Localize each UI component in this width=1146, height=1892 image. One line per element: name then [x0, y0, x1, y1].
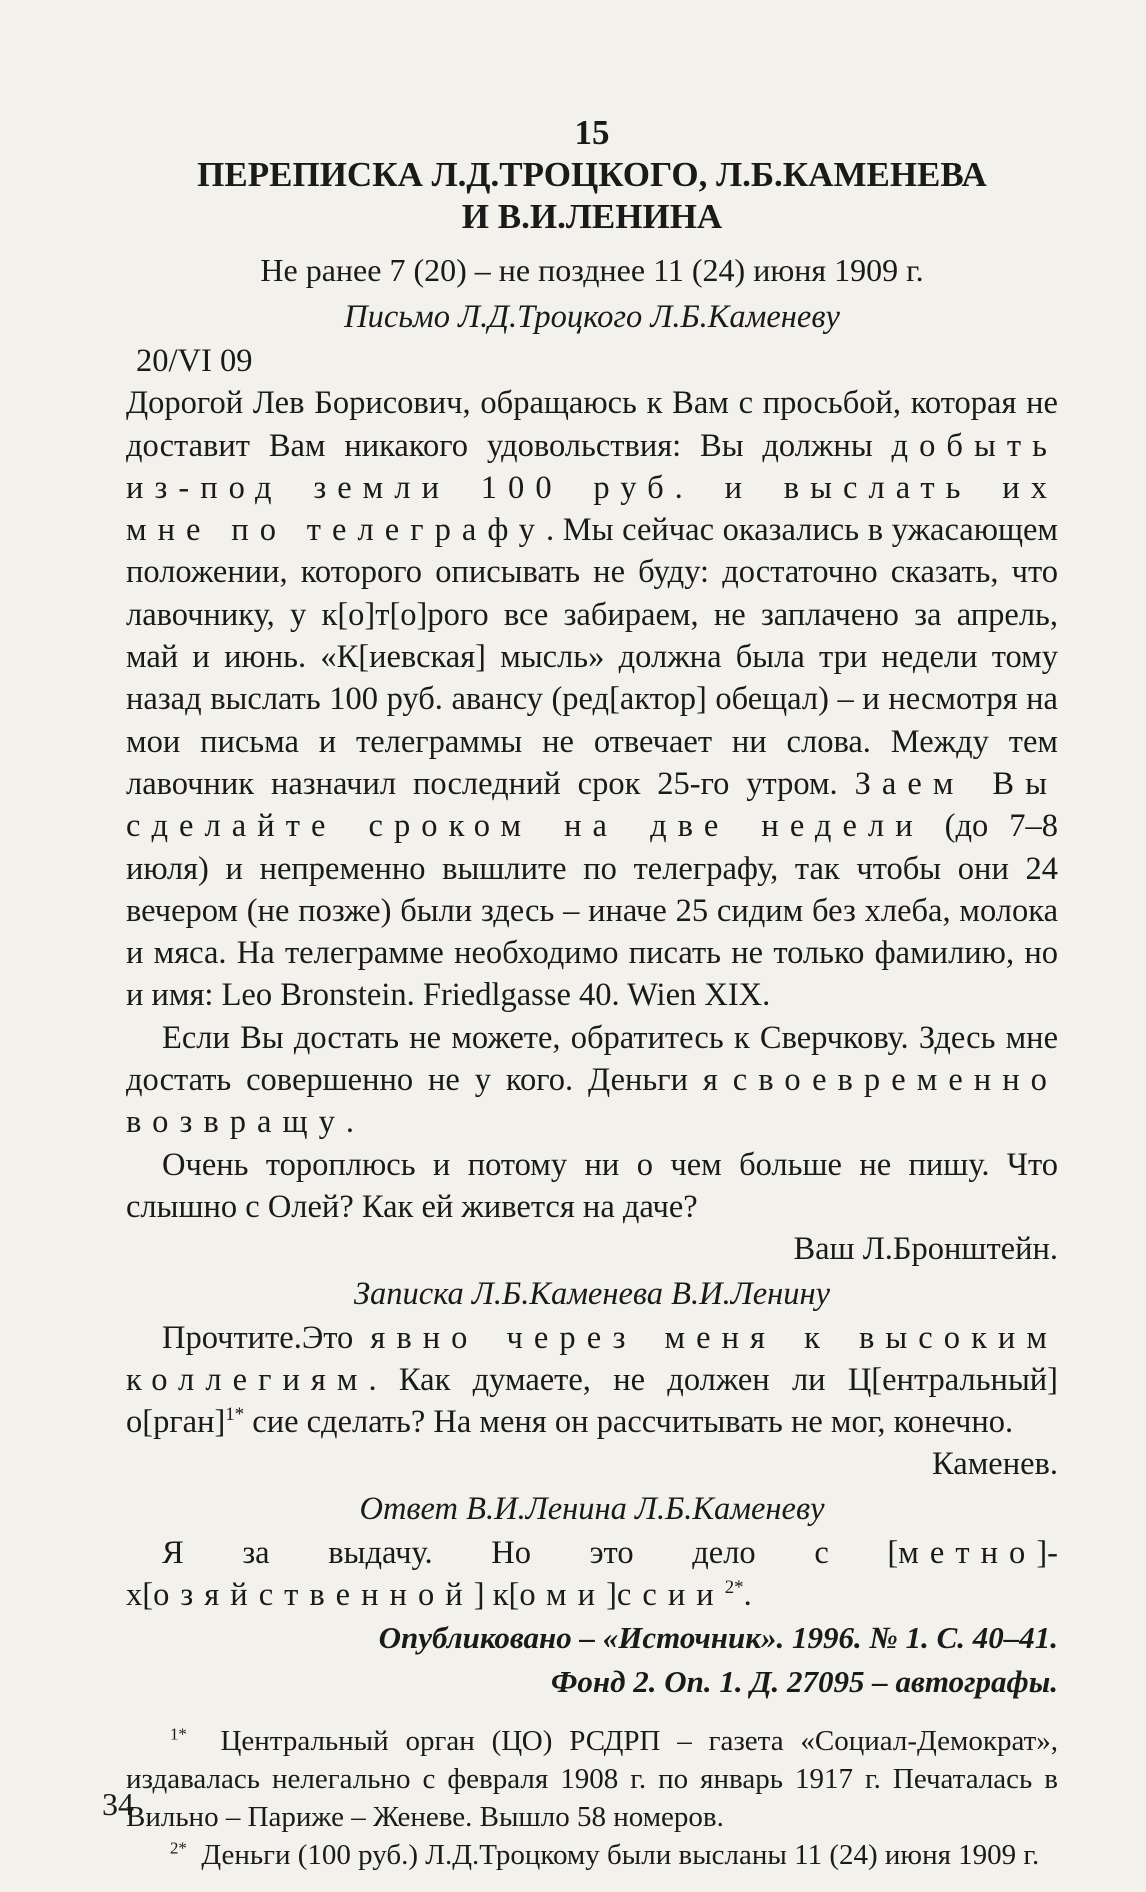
archive-reference: Фонд 2. Оп. 1. Д. 27095 – автографы.: [551, 1664, 1058, 1700]
footnote-ref-1: 1*: [225, 1404, 245, 1426]
footnotes: [126, 1722, 1058, 1874]
letter-heading: Письмо Л.Д.Троцкого Л.Б.Каменеву: [344, 299, 840, 335]
text-column: [126, 112, 1058, 1874]
page-number: 34: [102, 1786, 134, 1822]
lenin-reply-paragraph: Я за выдачу. Но это дело с [метно]-х[озяйственной] к[оми]ссии$^{2*}$.: [126, 1534, 1058, 1614]
letter-paragraph-3: Очень тороплюсь и потому ни о чем больше не пишу. Что слышно с Олей? Как ей живется на даче?: [126, 1146, 1058, 1225]
lenin-reply-heading: Ответ В.И.Ленина Л.Б.Каменеву: [359, 1490, 825, 1527]
footnote-1: $^{1*}$ Центральный орган (ЦО) РСДРП – газета «Социал-Демократ», издавалась нелегально с февраля 1908 г. по январь 1917 г. Печаталась в Вильно – Париже – Женеве. Вышло 58 номеров.: [126, 1724, 1059, 1834]
title-line-2: И В.И.ЛЕНИНА: [461, 197, 723, 236]
spaced-emphasis: Заем Вы сделайте сроком на две недели: [126, 765, 1059, 845]
spaced-emphasis: явно через меня к высоким коллегиям: [126, 1319, 1058, 1398]
footnote-ref-2: 2*: [724, 1577, 744, 1599]
kamenev-note-heading: Записка Л.Б.Каменева В.И.Ленину: [353, 1275, 831, 1312]
kamenev-note-paragraph: Прочтите.Это явно через меня к высоким коллегиям. Как думаете, не должен ли Ц[ентральный] о[рган]$^{1*}$ сие сделать? На меня он рассчитывать не мог, конечно.: [126, 1319, 1058, 1441]
document-title: [126, 154, 1058, 238]
document-number: 15: [574, 113, 610, 152]
letter-paragraph-2: Если Вы достать не можете, обратитесь к Сверчкову. Здесь мне достать совершенно не у кого. Деньги я своевременно возвращу.: [126, 1019, 1058, 1141]
spaced-emphasis: своевременно возвращу: [126, 1062, 1058, 1141]
letter-dateline: 20/VI 09: [136, 343, 253, 379]
footnote-mark-1: 1*: [170, 1724, 187, 1744]
footnote-mark-2: 2*: [170, 1838, 187, 1858]
date-range: Не ранее 7 (20) – не позднее 11 (24) июня 1909 г.: [260, 252, 924, 288]
kamenev-signature: Каменев.: [932, 1446, 1058, 1483]
publication-source: Опубликовано – «Источник». 1996. № 1. С. 40–41.: [378, 1620, 1058, 1656]
letter-paragraph-1: Дорогой Лев Борисович, обращаюсь к Вам с просьбой, которая не доставит Вам никакого удовольствия: Вы должны добыть из-под земли 100 руб. и выслать их мне по телеграфу. Мы сейчас оказались в ужасающем положении, которого описывать не буду: достаточно сказать, что лавочнику, у к[о]т[о]рого все забираем, не заплачено за апрель, май и июнь. «К[иевская] мысль» должна была три недели тому назад выслать 100 руб. авансу (ред[актор] обещал) – и несмотря на мои письма и телеграммы не отвечает ни слова. Между тем лавочник назначил последний срок 25-го утром. Заем Вы сделайте сроком на две недели (до 7–8 июля) и непременно вышлите по телеграфу, так чтобы они 24 вечером (не позже) были здесь – иначе 25 сидим без хлеба, молока и мяса. На телеграмме необходимо писать не только фамилию, но и имя: Leo Bronstein. Friedlgasse 40. Wien XIX.: [126, 385, 1059, 1014]
footnote-2: $^{2*}$ Деньги (100 руб.) Л.Д.Троцкому были высланы 11 (24) июня 1909 г.: [170, 1838, 1040, 1872]
spaced-emphasis: добыть из-под земли 100 руб. и выслать их мне по телеграфу: [126, 427, 1058, 549]
letter-signature: Ваш Л.Бронштейн.: [793, 1231, 1058, 1268]
title-line-1: ПЕРЕПИСКА Л.Д.ТРОЦКОГО, Л.Б.КАМЕНЕВА: [197, 155, 987, 194]
